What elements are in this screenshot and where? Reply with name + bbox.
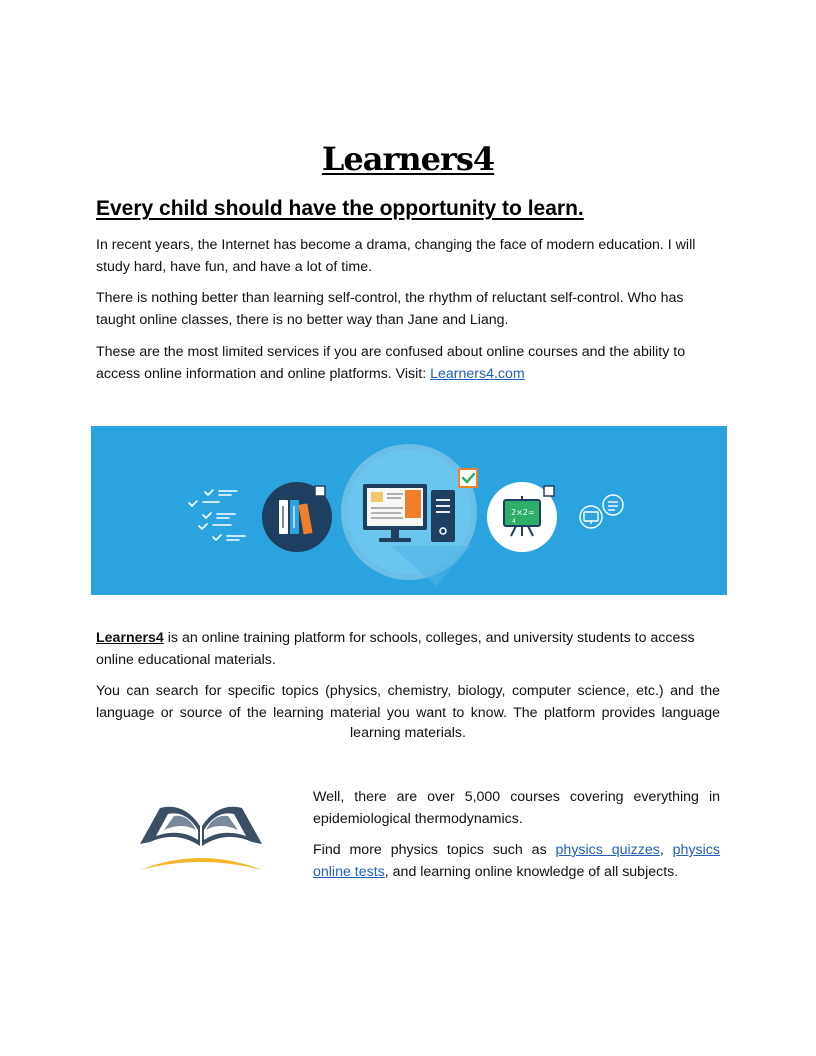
learners4-link[interactable]: Learners4.com [430,365,525,382]
checkbox-icon [459,469,477,487]
open-book-logo [136,796,266,881]
blackboard-equation: 2×2= [511,508,535,517]
chat-icon [603,495,623,515]
monitor-icon [580,506,602,528]
physics-text-after: , and learning online knowledge of all subjects. [384,863,679,880]
page-title: Learners4 [321,140,495,178]
blackboard-icon [487,482,557,552]
visit-text: These are the most limited services if you are confused about online courses and the ability to access online information and online platforms. Visit: [96,344,686,382]
physics-online-tests-link[interactable]: physics online tests [313,842,720,880]
paragraph-courses: Well, there are over 5,000 courses covering everything in epidemiological thermodynamics. [313,789,720,827]
computer-icon [341,444,477,586]
paragraph-search-topics: You can search for specific topics (physics, chemistry, biology, computer science, etc.) and the language or source of the learning material you want to know. The platform provides language [96,683,720,721]
paragraph-self-control: There is nothing better than learning self-control, the rhythm of reluctant self-control. Who has taught online classes, there is no better way than Jane and Liang. [96,290,684,328]
open-book-logo-icon [140,807,262,870]
physics-text-before: Find more physics topics such as [313,842,556,858]
blackboard-answer: 4 [512,518,516,525]
education-banner [91,426,727,595]
physics-separator: , [659,842,673,858]
paragraph-physics-topics [313,840,720,883]
brand-name: Learners4 [96,630,164,646]
checklist-icon [189,490,245,540]
platform-text: is an online training platform for schools, colleges, and university students to access online educational materials. [96,630,695,668]
books-icon [262,482,332,552]
paragraph-search-topics-end: learning materials. [350,725,466,741]
paragraph-intro: In recent years, the Internet has become a drama, changing the face of modern education. I will study hard, have fun, and have a lot of time. [96,237,696,275]
paragraph-visit [96,342,720,385]
physics-quizzes-link[interactable]: physics quizzes [555,842,660,858]
page-heading: Every child should have the opportunity to learn. [96,197,584,220]
paragraph-platform [96,628,720,671]
